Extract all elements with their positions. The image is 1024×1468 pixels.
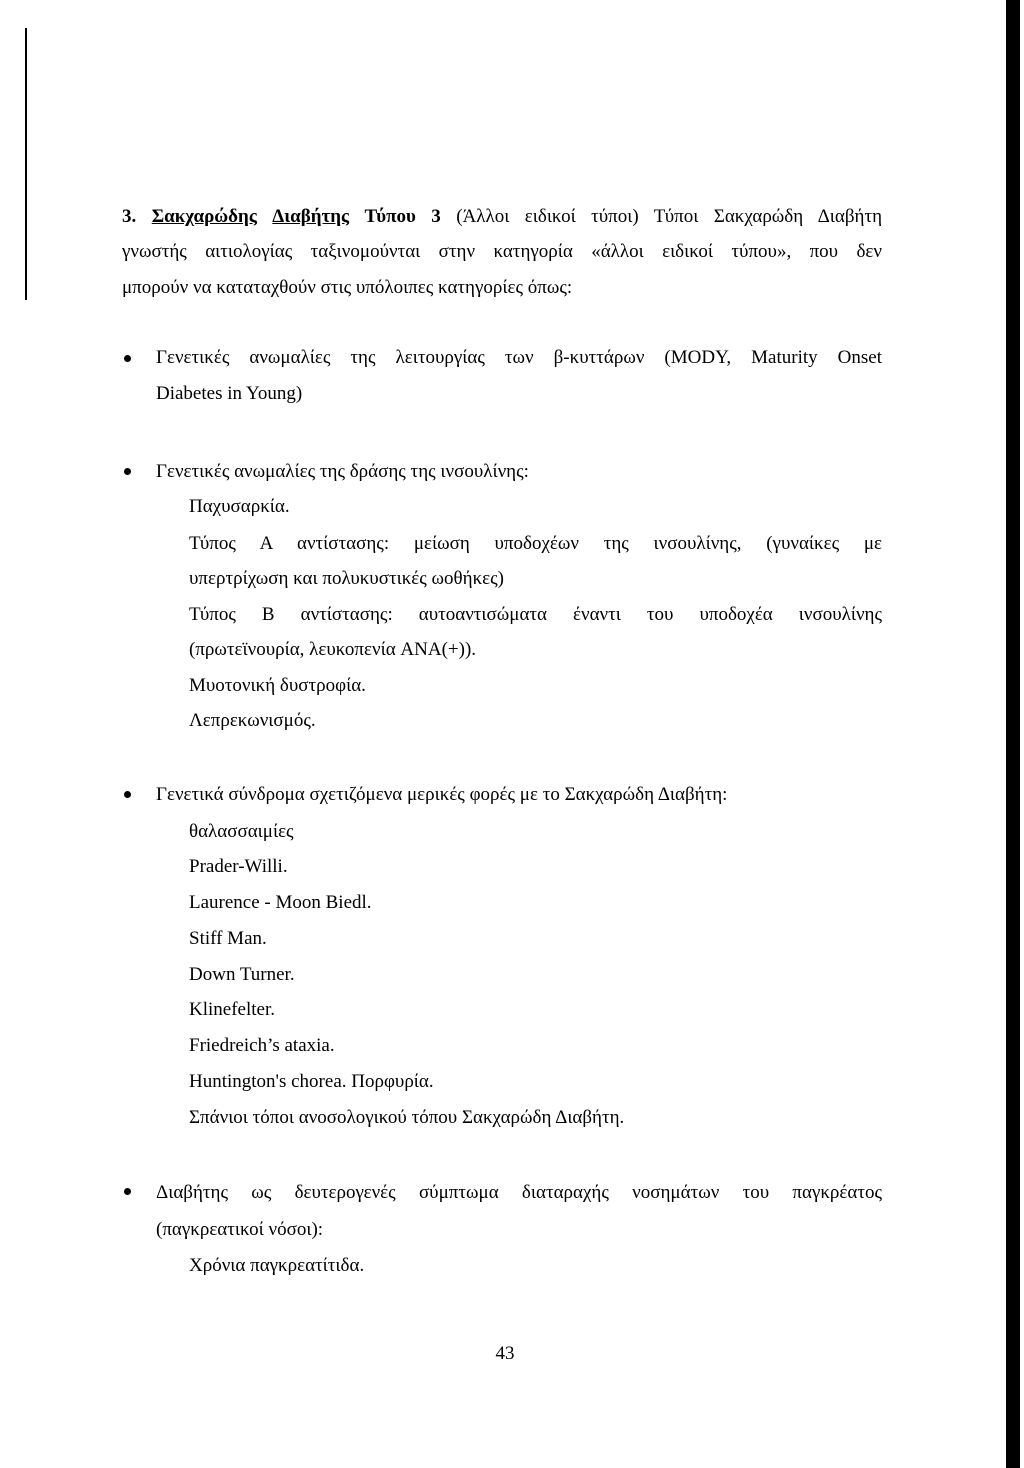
bullet-icon [124, 355, 131, 362]
bullet-3-subitem: Friedreich’s ataxia. [189, 1035, 335, 1056]
bullet-3-subitem: Laurence - Moon Biedl. [189, 892, 372, 913]
section-heading-term-2: Διαβήτης [272, 206, 350, 227]
page-number: 43 [495, 1343, 515, 1364]
bullet-2-subitem: Μυοτονική δυστροφία. [189, 675, 366, 696]
bullet-3-subitem: θαλασσαιμίες [189, 821, 294, 842]
bullet-icon [124, 1188, 131, 1195]
section-intro-line-3: μπορούν να καταταχθούν στις υπόλοιπες κατηγορίες όπως: [122, 277, 573, 298]
bullet-3-subitem: Stiff Man. [189, 928, 267, 949]
section-intro-line-2: γνωστής αιτιολογίας ταξινομούνται στην κατηγορία «άλλοι ειδικοί τύπου», που δεν [122, 241, 882, 262]
bullet-icon [124, 791, 131, 798]
bullet-3-subitem: Huntington's chorea. Πορφυρία. [189, 1071, 434, 1092]
bullet-3-subitem: Σπάνιοι τόποι ανοσολογικού τόπου Σακχαρώδη Διαβήτη. [189, 1107, 625, 1128]
bullet-3-subitem: Klinefelter. [189, 999, 275, 1020]
bullet-1-line-1: Γενετικές ανωμαλίες της λειτουργίας των β-κυττάρων (MODY, Maturity Onset [156, 347, 882, 368]
bullet-3-subitem: Down Turner. [189, 964, 295, 985]
section-heading-term-1: Σακχαρώδης [151, 206, 257, 227]
bullet-4-subitem: Χρόνια παγκρεατίτιδα. [189, 1255, 365, 1276]
bullet-icon [124, 468, 131, 475]
scan-border [1006, 0, 1020, 1468]
section-number: 3. [122, 206, 137, 227]
bullet-3-subitem: Prader-Willi. [189, 856, 288, 877]
bullet-1-line-2: Diabetes in Young) [156, 383, 303, 404]
bullet-2-subitem: υπερτρίχωση και πολυκυστικές ωοθήκες) [189, 568, 504, 589]
bullet-2-subitem: Τύπος Α αντίστασης: μείωση υποδοχέων της ινσουλίνης, (γυναίκες με [189, 533, 882, 554]
margin-line [25, 28, 27, 300]
bullet-4-line-2: (παγκρεατικοί νόσοι): [156, 1219, 324, 1240]
section-heading-line [122, 205, 882, 229]
section-heading-rest: (Άλλοι ειδικοί τύποι) Τύποι Σακχαρώδη Διαβήτη [456, 206, 883, 227]
section-heading-type: Τύπου 3 [364, 206, 441, 227]
bullet-2-subitem: Τύπος Β αντίστασης: αυτοαντισώματα έναντι του υποδοχέα ινσουλίνης [189, 604, 882, 625]
bullet-4-line-1: Διαβήτης ως δευτερογενές σύμπτωμα διαταραχής νοσημάτων του παγκρέατος [156, 1182, 882, 1203]
bullet-2-subitem: Παχυσαρκία. [189, 496, 290, 517]
bullet-3-line-1: Γενετικά σύνδρομα σχετιζόμενα μερικές φορές με το Σακχαρώδη Διαβήτη: [156, 784, 728, 805]
bullet-2-subitem: (πρωτεϊνουρία, λευκοπενία ANA(+)). [189, 639, 477, 660]
bullet-2-line-1: Γενετικές ανωμαλίες της δράσης της ινσουλίνης: [156, 461, 529, 482]
bullet-2-subitem: Λεπρεκωνισμός. [189, 710, 316, 731]
